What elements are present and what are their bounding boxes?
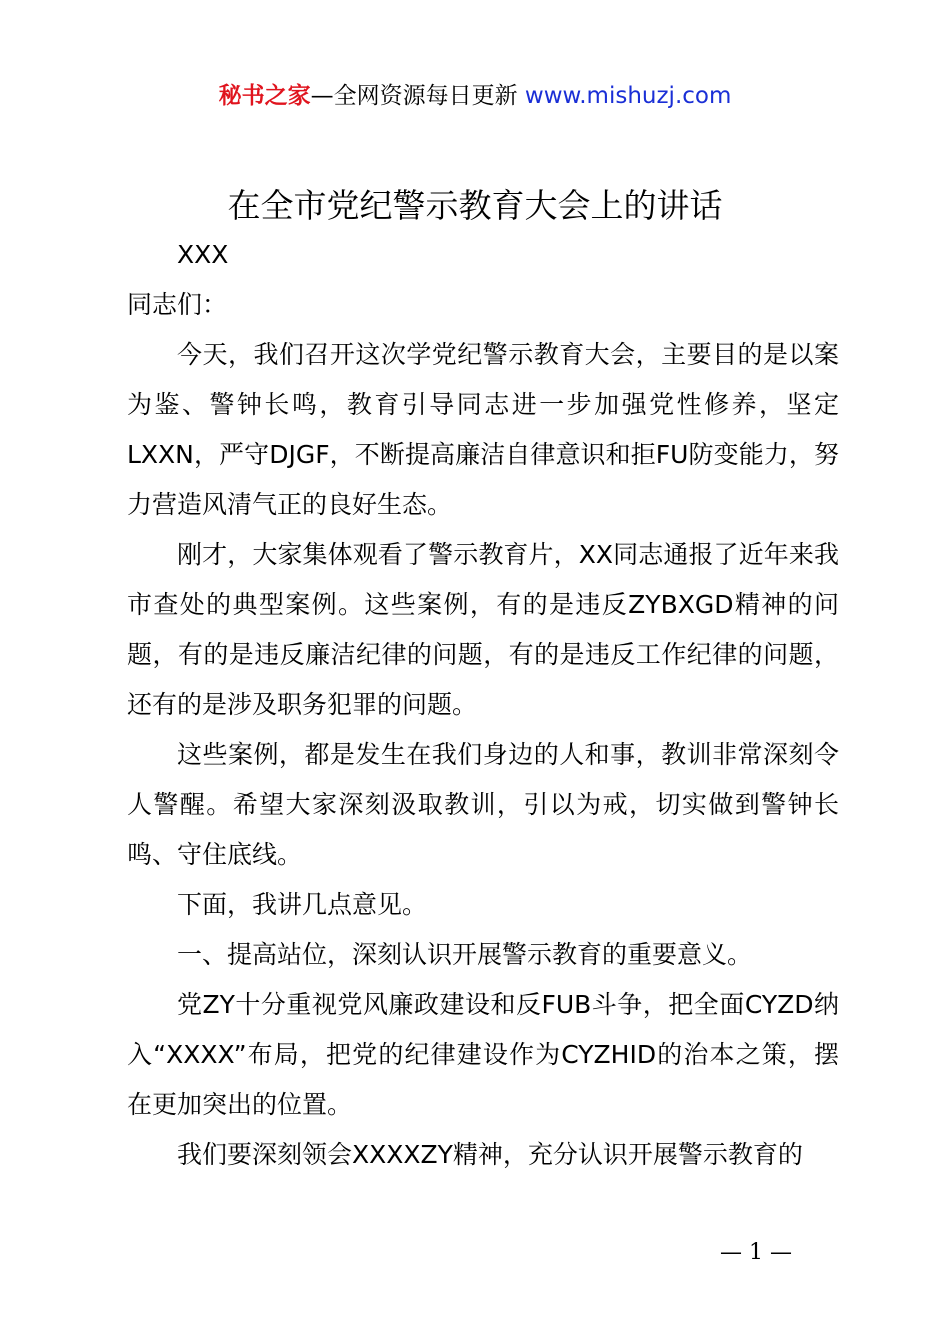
paragraph-lessons: 这些案例，都是发生在我们身边的人和事，教训非常深刻令人警醒。希望大家深刻汲取教训，引以为戒，切实做到警钟长鸣、守住底线。	[127, 740, 839, 869]
document-title: 在全市党纪警示教育大会上的讲话	[227, 186, 723, 225]
section-heading-1: 一、提高站位，深刻认识开展警示教育的重要意义。	[177, 940, 753, 969]
paragraph-cases: 刚才，大家集体观看了警示教育片，XX同志通报了近年来我市查处的典型案例。这些案例，有的是违反ZYBXGD精神的问题，有的是违反廉洁纪律的问题，有的是违反工作纪律的问题，还有的是涉及职务犯罪的问题。	[127, 540, 839, 719]
site-brand: 秘书之家	[218, 83, 311, 109]
paragraph-opening: 今天，我们召开这次学党纪警示教育大会，主要目的是以案为鉴、警钟长鸣，教育引导同志进一步加强党性修养，坚定LXXN，严守DJGF，不断提高廉洁自律意识和拒FU防变能力，努力营造风清气正的良好生态。	[127, 340, 839, 519]
site-header	[0, 80, 950, 112]
document-body	[127, 230, 839, 1180]
site-url-link[interactable]: www.mishuzj.com	[524, 83, 732, 109]
paragraph-transition: 下面，我讲几点意见。	[177, 890, 428, 919]
salutation: 同志们：	[127, 290, 228, 319]
page-number: — 1 —	[720, 1240, 792, 1265]
paragraph-continuation: 我们要深刻领会XXXXZY精神，充分认识开展警示教育的	[177, 1140, 803, 1169]
site-tagline: —全网资源每日更新	[310, 83, 518, 109]
paragraph-party-emphasis: 党ZY十分重视党风廉政建设和反FUB斗争，把全面CYZD纳入“XXXX”布局，把党的纪律建设作为CYZHID的治本之策，摆在更加突出的位置。	[127, 990, 839, 1119]
author-name: XXX	[177, 240, 229, 269]
